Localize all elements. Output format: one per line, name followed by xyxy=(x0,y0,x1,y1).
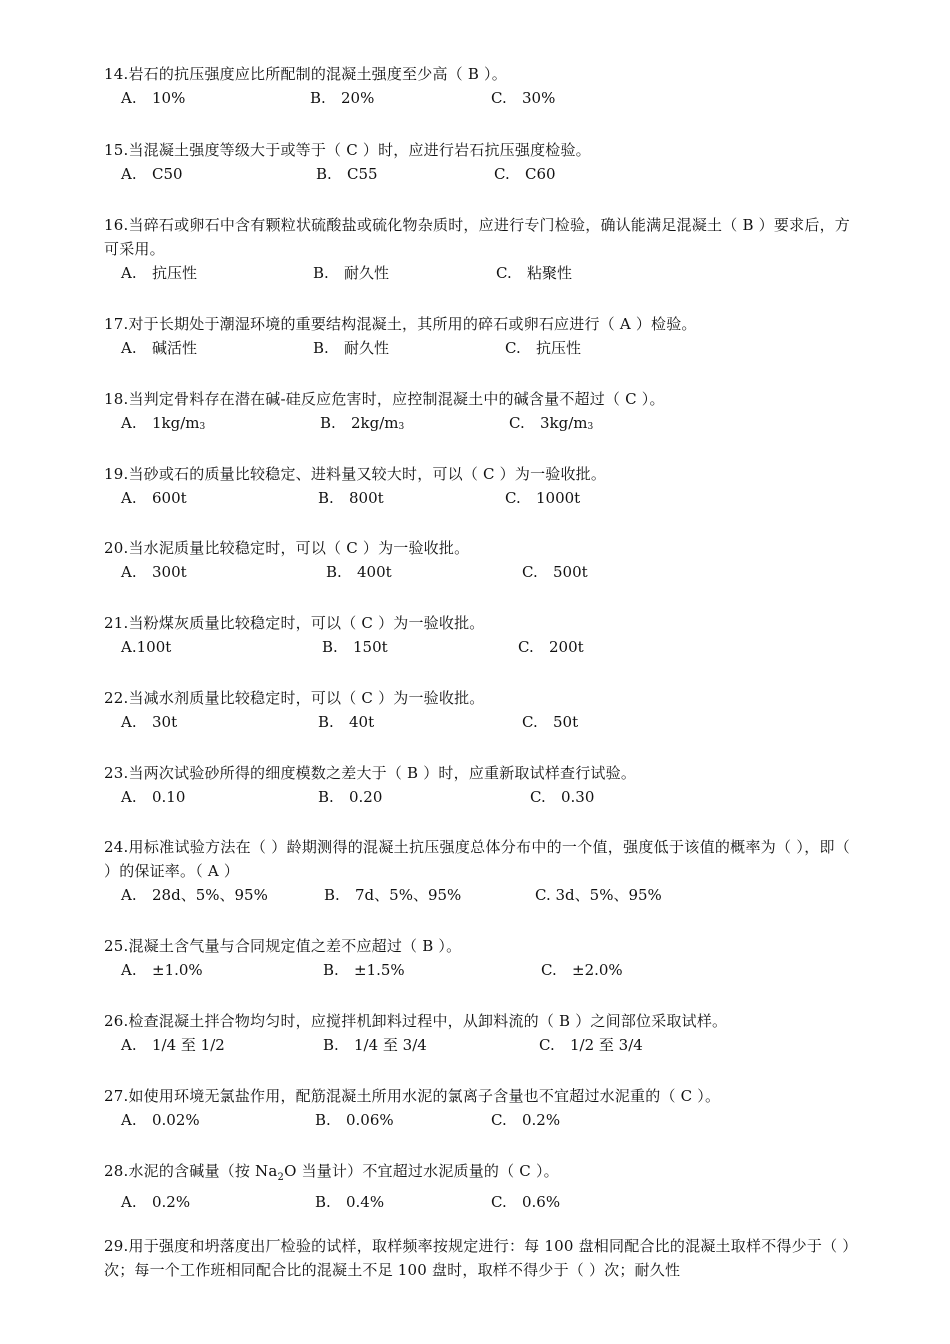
option-b: B. 耐久性 xyxy=(313,339,390,357)
options-row xyxy=(104,261,850,286)
option-b: B. C55 xyxy=(316,165,378,183)
option-c: C. 0.2% xyxy=(491,1111,561,1129)
option-c: C. C60 xyxy=(494,165,556,183)
question-18 xyxy=(104,387,850,436)
options-row xyxy=(104,336,850,361)
option-b: B. 0.4% xyxy=(315,1193,385,1211)
question-stem: 23.当两次试验砂所得的细度模数之差大于（ B ）时，应重新取试样查行试验。 xyxy=(104,764,637,782)
option-a: A. ±1.0% xyxy=(121,961,203,979)
option-b: B. 0.06% xyxy=(315,1111,394,1129)
option-a: A. 0.10 xyxy=(121,788,186,806)
question-23 xyxy=(104,761,850,810)
question-15 xyxy=(104,138,850,187)
options-row xyxy=(104,486,850,511)
option-b: B. 400t xyxy=(326,563,392,581)
option-a: A. 碱活性 xyxy=(121,339,198,357)
option-c: C. 3d、5%、95% xyxy=(535,886,662,904)
question-28 xyxy=(104,1159,850,1215)
option-a: A. 1kg/m3 xyxy=(121,414,206,432)
option-b: B. 0.20 xyxy=(318,788,383,806)
option-c: C. 0.30 xyxy=(530,788,595,806)
option-a: A. 600t xyxy=(121,489,187,507)
question-19 xyxy=(104,462,850,511)
option-b: B. 2kg/m3 xyxy=(320,414,405,432)
question-26 xyxy=(104,1009,850,1058)
question-22 xyxy=(104,686,850,735)
option-b: B. 20% xyxy=(310,89,375,107)
option-c: C. 0.6% xyxy=(491,1193,561,1211)
option-b: B. 耐久性 xyxy=(313,264,390,282)
question-21 xyxy=(104,611,850,660)
question-stem: 20.当水泥质量比较稳定时，可以（ C ）为一验收批。 xyxy=(104,539,470,557)
question-27 xyxy=(104,1084,850,1133)
option-a: A. 1/4 至 1/2 xyxy=(121,1036,225,1054)
option-b: B. 150t xyxy=(322,638,388,656)
option-a: A.100t xyxy=(121,638,172,656)
option-a: A. 抗压性 xyxy=(121,264,198,282)
option-a: A. C50 xyxy=(121,165,183,183)
options-row xyxy=(104,710,850,735)
question-stem: 26.检查混凝土拌合物均匀时，应搅拌机卸料过程中，从卸料流的（ B ）之间部位采取试样。 xyxy=(104,1012,728,1030)
option-c: C. ±2.0% xyxy=(541,961,623,979)
options-row xyxy=(104,1108,850,1133)
question-stem: 25.混凝土含气量与合同规定值之差不应超过（ B ）。 xyxy=(104,937,462,955)
option-b: B. 1/4 至 3/4 xyxy=(323,1036,427,1054)
option-c: C. 3kg/m3 xyxy=(509,414,594,432)
question-stem: 27.如使用环境无氯盐作用，配筋混凝土所用水泥的氯离子含量也不宜超过水泥重的（ C ）。 xyxy=(104,1087,721,1105)
option-b: B. 40t xyxy=(318,713,375,731)
options-row xyxy=(104,883,850,908)
question-14 xyxy=(104,62,850,111)
question-stem: 17.对于长期处于潮湿环境的重要结构混凝土，其所用的碎石或卵石应进行（ A ）检验。 xyxy=(104,315,697,333)
option-c: C. 1/2 至 3/4 xyxy=(539,1036,643,1054)
option-c: C. 200t xyxy=(518,638,584,656)
option-a: A. 10% xyxy=(121,89,186,107)
options-row xyxy=(104,86,850,111)
question-29 xyxy=(104,1234,850,1282)
question-20 xyxy=(104,536,850,585)
option-c: C. 粘聚性 xyxy=(496,264,573,282)
option-b: B. ±1.5% xyxy=(323,961,405,979)
question-stem: 15.当混凝土强度等级大于或等于（ C ）时，应进行岩石抗压强度检验。 xyxy=(104,141,591,159)
option-c: C. 50t xyxy=(522,713,579,731)
question-stem: 18.当判定骨料存在潜在碱-硅反应危害时，应控制混凝土中的碱含量不超过（ C ）。 xyxy=(104,390,665,408)
options-row xyxy=(104,411,850,436)
question-stem: 19.当砂或石的质量比较稳定、进料量又较大时，可以（ C ）为一验收批。 xyxy=(104,465,607,483)
options-row xyxy=(104,635,850,660)
question-stem: 29.用于强度和坍落度出厂检验的试样，取样频率按规定进行：每 100 盘相同配合比的混凝土取样不得少于（ ）次；每一个工作班相同配合比的混凝土不足 100 盘时，取样不得少于（ ）次；耐久性 xyxy=(104,1237,850,1279)
option-c: C. 抗压性 xyxy=(505,339,582,357)
option-a: A. 0.02% xyxy=(121,1111,200,1129)
options-row xyxy=(104,1190,850,1215)
question-17 xyxy=(104,312,850,361)
question-25 xyxy=(104,934,850,983)
option-c: C. 1000t xyxy=(505,489,581,507)
question-stem: 21.当粉煤灰质量比较稳定时，可以（ C ）为一验收批。 xyxy=(104,614,485,632)
option-a: A. 28d、5%、95% xyxy=(121,886,268,904)
option-a: A. 300t xyxy=(121,563,187,581)
options-row xyxy=(104,958,850,983)
question-stem: 14.岩石的抗压强度应比所配制的混凝土强度至少高（ B ）。 xyxy=(104,65,507,83)
question-stem: 22.当减水剂质量比较稳定时，可以（ C ）为一验收批。 xyxy=(104,689,485,707)
option-a: A. 0.2% xyxy=(121,1193,191,1211)
options-row xyxy=(104,1033,850,1058)
option-b: B. 7d、5%、95% xyxy=(324,886,462,904)
question-stem: 24.用标准试验方法在（ ）龄期测得的混凝土抗压强度总体分布中的一个值，强度低于该值的概率为（ ），即（ ）的保证率。（ A ） xyxy=(104,838,850,880)
option-c: C. 500t xyxy=(522,563,588,581)
option-b: B. 800t xyxy=(318,489,384,507)
option-a: A. 30t xyxy=(121,713,178,731)
options-row xyxy=(104,785,850,810)
options-row xyxy=(104,162,850,187)
question-24 xyxy=(104,835,850,908)
question-stem: 16.当碎石或卵石中含有颗粒状硫酸盐或硫化物杂质时，应进行专门检验，确认能满足混凝土（ B ）要求后，方可采用。 xyxy=(104,216,850,258)
option-c: C. 30% xyxy=(491,89,556,107)
question-16 xyxy=(104,213,850,286)
options-row xyxy=(104,560,850,585)
question-stem: 28.水泥的含碱量（按 $Na_2O$ 当量计）不宜超过水泥质量的（ C ）。 xyxy=(104,1162,559,1183)
